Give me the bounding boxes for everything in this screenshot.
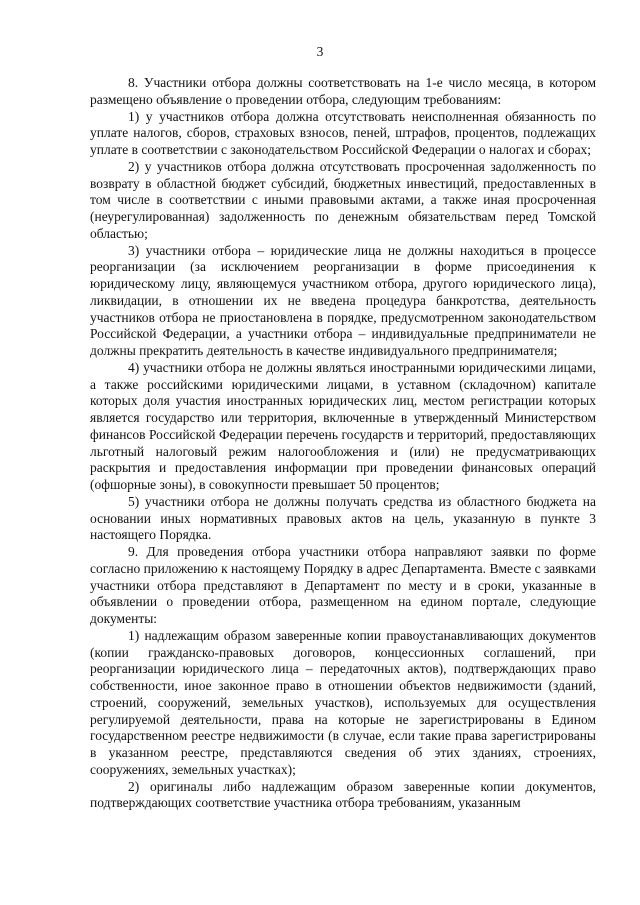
- paragraph-9-item-1: 1) надлежащим образом заверенные копии правоустанавливающих документов (копии гражданско-правовых договоров, концессионных соглашений, при реорганизации юридического лица – передаточных актов), подтверждающих право собственности, иное законное право в отношении объектов недвижимости (зданий, строений, сооружений, земельных участков), используемых для осуществления регулируемой деятельности, права на которые не зарегистрированы в Едином государственном реестре недвижимости (в случае, если такие права зарегистрированы в указанном реестре, представляются сведения об этих зданиях, строениях, сооружениях, земельных участках);: [90, 627, 596, 777]
- paragraph-9-intro: 9. Для проведения отбора участники отбора направляют заявки по форме согласно приложению к настоящему Порядку в адрес Департамента. Вместе с заявками участники отбора представляют в Департамент по месту и в сроки, указанные в объявлении о проведении отбора, размещенном на едином портале, следующие документы:: [90, 544, 596, 626]
- paragraph-8-item-2: 2) у участников отбора должна отсутствовать просроченная задолженность по возврату в областной бюджет субсидий, бюджетных инвестиций, предоставленных в том числе в соответствии с иными правовыми актами, а также иная просроченная (неурегулированная) задолженность по денежным обязательствам перед Томской областью;: [90, 158, 596, 241]
- document-body: [90, 75, 596, 812]
- paragraph-8-item-4: 4) участники отбора не должны являться иностранными юридическими лицами, а также российскими юридическими лицами, в уставном (складочном) капитале которых доля участия иностранных юридических лиц, местом регистрации которых является государство или территория, включенные в утвержденный Министерством финансов Российской Федерации перечень государств и территорий, предоставляющих льготный налоговый режим налогообложения и (или) не предусматривающих раскрытия и предоставления информации при проведении финансовых операций (офшорные зоны), в совокупности превышает 50 процентов;: [90, 359, 596, 492]
- page-number: 3: [316, 44, 324, 59]
- paragraph-8-item-1: 1) у участников отбора должна отсутствовать неисполненная обязанность по уплате налогов, сборов, страховых взносов, пеней, штрафов, процентов, подлежащих уплате в соответствии с законодательством Российской Федерации о налогах и сборах;: [90, 108, 596, 157]
- paragraph-8-intro: 8. Участники отбора должны соответствовать на 1-е число месяца, в котором размещено объявление о проведении отбора, следующим требованиям:: [90, 75, 596, 107]
- paragraph-8-item-3: 3) участники отбора – юридические лица не должны находиться в процессе реорганизации (за исключением реорганизации в форме присоединения к юридическому лицу, являющемуся участником отбора, другого юридического лица), ликвидации, в отношении их не введена процедура банкротства, деятельность участников отбора не приостановлена в порядке, предусмотренном законодательством Российской Федерации, а участники отбора – индивидуальные предприниматели не должны прекратить деятельность в качестве индивидуального предпринимателя;: [90, 242, 596, 358]
- paragraph-9-item-2: 2) оригиналы либо надлежащим образом заверенные копии документов, подтверждающих соответствие участника отбора требованиям, указанным: [90, 778, 596, 811]
- paragraph-8-item-5: 5) участники отбора не должны получать средства из областного бюджета на основании иных нормативных правовых актов на цель, указанную в пункте 3 настоящего Порядка.: [90, 493, 596, 543]
